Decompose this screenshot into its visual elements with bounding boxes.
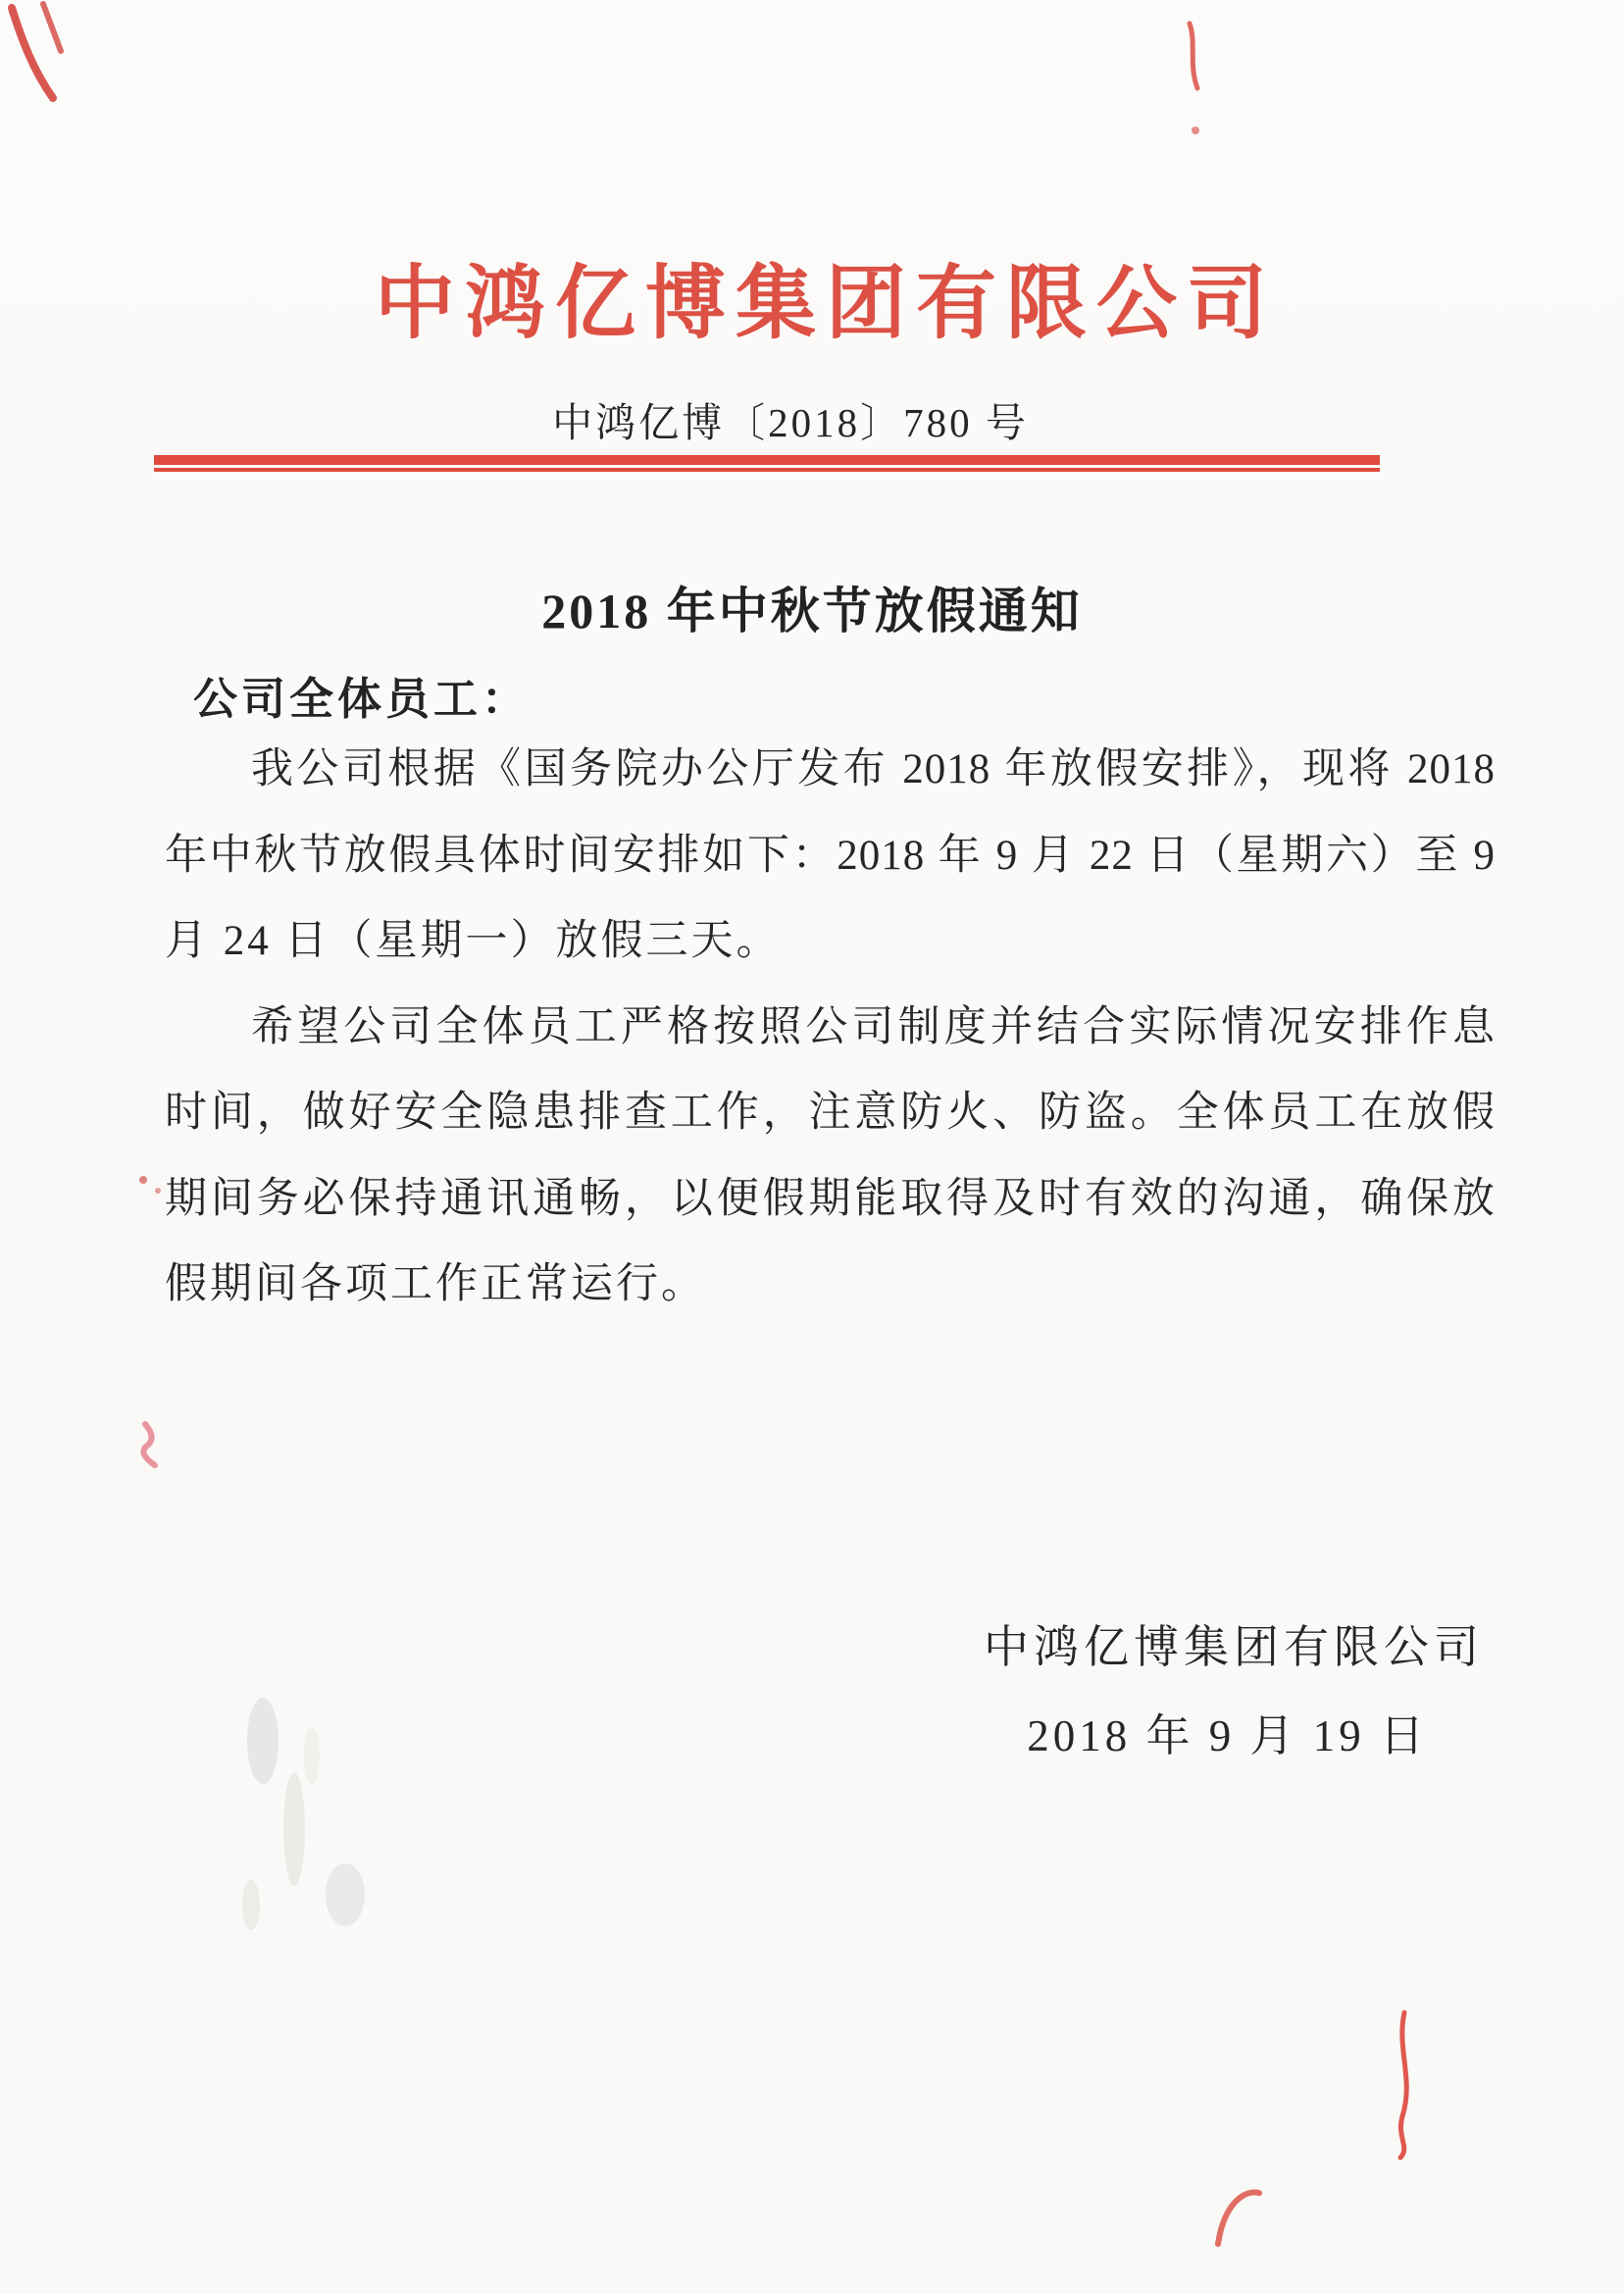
body-line: 期间务必保持通讯通畅，以便假期能取得及时有效的沟通，确保放: [165, 1175, 1496, 1222]
company-title: 中鸿亿博集团有限公司: [374, 259, 1277, 348]
signature-company: 中鸿亿博集团有限公司: [984, 1622, 1484, 1672]
body-line: 希望公司全体员工严格按照公司制度并结合实际情况安排作息: [251, 1003, 1496, 1050]
scan-speck-left-2: [155, 1188, 161, 1194]
signature-date: 2018 年 9 月 19 日: [1027, 1711, 1428, 1760]
body-line: 年中秋节放假具体时间安排如下：2018 年 9 月 22 日（星期六）至 9: [165, 832, 1496, 879]
scan-mark-pink-left: [143, 1424, 155, 1465]
salutation: 公司全体员工：: [193, 675, 531, 724]
body-line: 时间，做好安全隐患排查工作，注意防火、防盗。全体员工在放假: [165, 1090, 1496, 1136]
body-line: 假期间各项工作正常运行。: [165, 1261, 706, 1307]
document-number: 中鸿亿博〔2018〕780 号: [552, 400, 1029, 445]
scan-mark-top-left-2: [43, 4, 61, 51]
body-line: 月 24 日（星期一）放假三天。: [165, 918, 782, 964]
scan-squiggle-bottom-right: [1400, 2013, 1406, 2158]
scan-mark-top-right: [1190, 24, 1197, 88]
scan-smudges-bottom-left: [242, 1698, 365, 1930]
scan-arc-bottom-right: [1218, 2192, 1259, 2244]
scan-dot-top-right: [1192, 127, 1199, 134]
notice-title: 2018 年中秋节放假通知: [541, 584, 1083, 638]
red-rule-thick: [154, 455, 1380, 465]
scan-speck-left: [139, 1176, 147, 1184]
body-line: 我公司根据《国务院办公厅发布 2018 年放假安排》，现将 2018: [251, 746, 1496, 792]
scan-mark-top-left: [12, 8, 53, 98]
red-rule-thin: [154, 468, 1380, 472]
notice-body: [165, 727, 1496, 1328]
